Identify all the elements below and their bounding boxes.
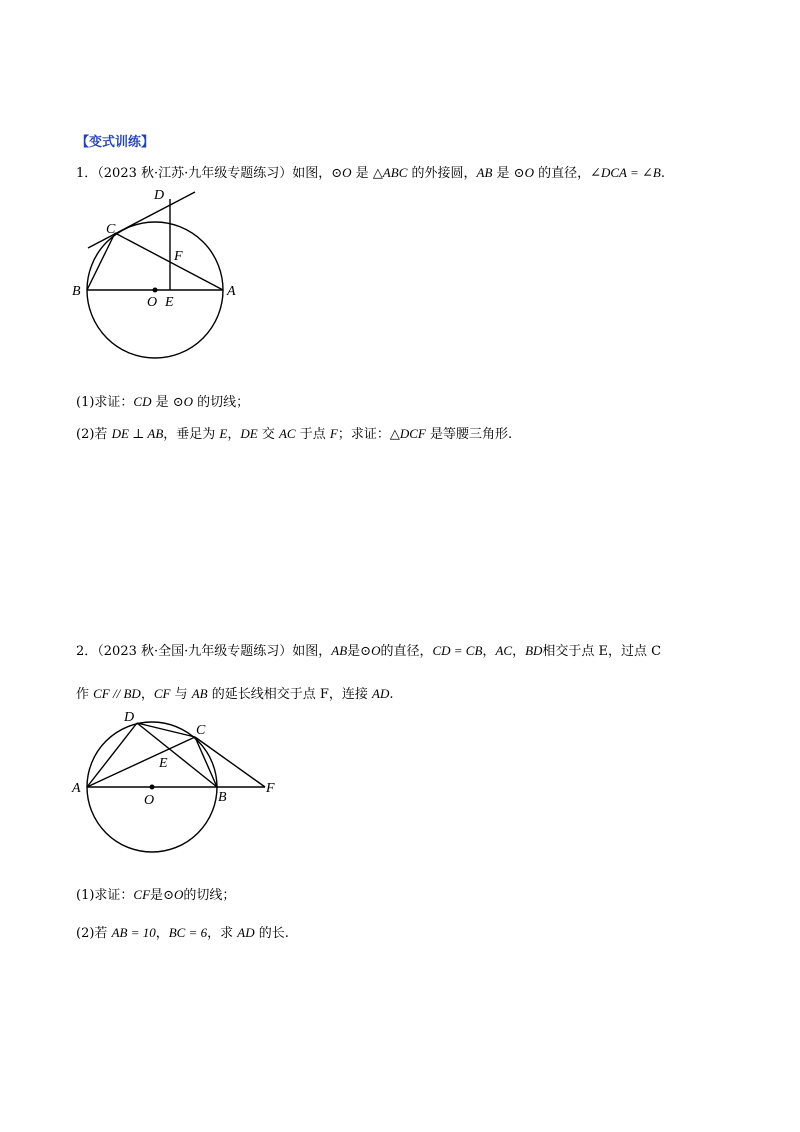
label-b: B	[72, 284, 81, 299]
label-c: C	[196, 723, 206, 738]
label-a: A	[72, 781, 81, 796]
tangent-line-cd	[88, 192, 195, 248]
line-ca	[115, 233, 223, 290]
label-e: E	[159, 756, 168, 771]
problem-2-question-1: (1)求证：CF是⊙O的切线；	[76, 887, 236, 903]
label-d: D	[154, 188, 165, 203]
problem-1-question-1: (1)求证：CD 是 ⊙O 的切线；	[76, 394, 250, 410]
problem-number: 1．	[76, 166, 98, 181]
problem-2-statement-line-2: 作 CF // BD，CF 与 AB 的延长线相交于点 F，连接 AD.	[76, 686, 394, 702]
label-b: B	[218, 790, 227, 805]
label-o: O	[144, 793, 155, 808]
center-point-o	[153, 288, 158, 293]
label-e: E	[165, 295, 174, 310]
line-ad	[87, 723, 137, 787]
label-f: F	[266, 781, 275, 796]
problem-2-statement: 2．（2023 秋·全国·九年级专题练习）如图，AB是⊙O的直径，CD = CB，AC，BD相交于点 E，过点 C	[76, 643, 662, 659]
center-point-o	[150, 785, 155, 790]
label-c: C	[106, 222, 116, 237]
section-heading: 【变式训练】	[76, 135, 155, 150]
problem-1-statement: 1．（2023 秋·江苏·九年级专题练习）如图，⊙O 是 △ABC 的外接圆，AB 是 ⊙O 的直径，∠DCA = ∠B.	[76, 165, 665, 181]
figure-1	[60, 180, 260, 370]
problem-1-question-2: (2)若 DE ⊥ AB，垂足为 E，DE 交 AC 于点 F；求证：△DCF 是等腰三角形.	[76, 426, 513, 442]
problem-number: 2．	[76, 644, 98, 659]
label-a: A	[227, 284, 236, 299]
label-o: O	[147, 295, 158, 310]
label-f: F	[174, 249, 183, 264]
label-d: D	[124, 710, 135, 725]
problem-2-question-2: (2)若 AB = 10，BC = 6，求 AD 的长.	[76, 925, 289, 941]
figure-2	[60, 700, 290, 870]
